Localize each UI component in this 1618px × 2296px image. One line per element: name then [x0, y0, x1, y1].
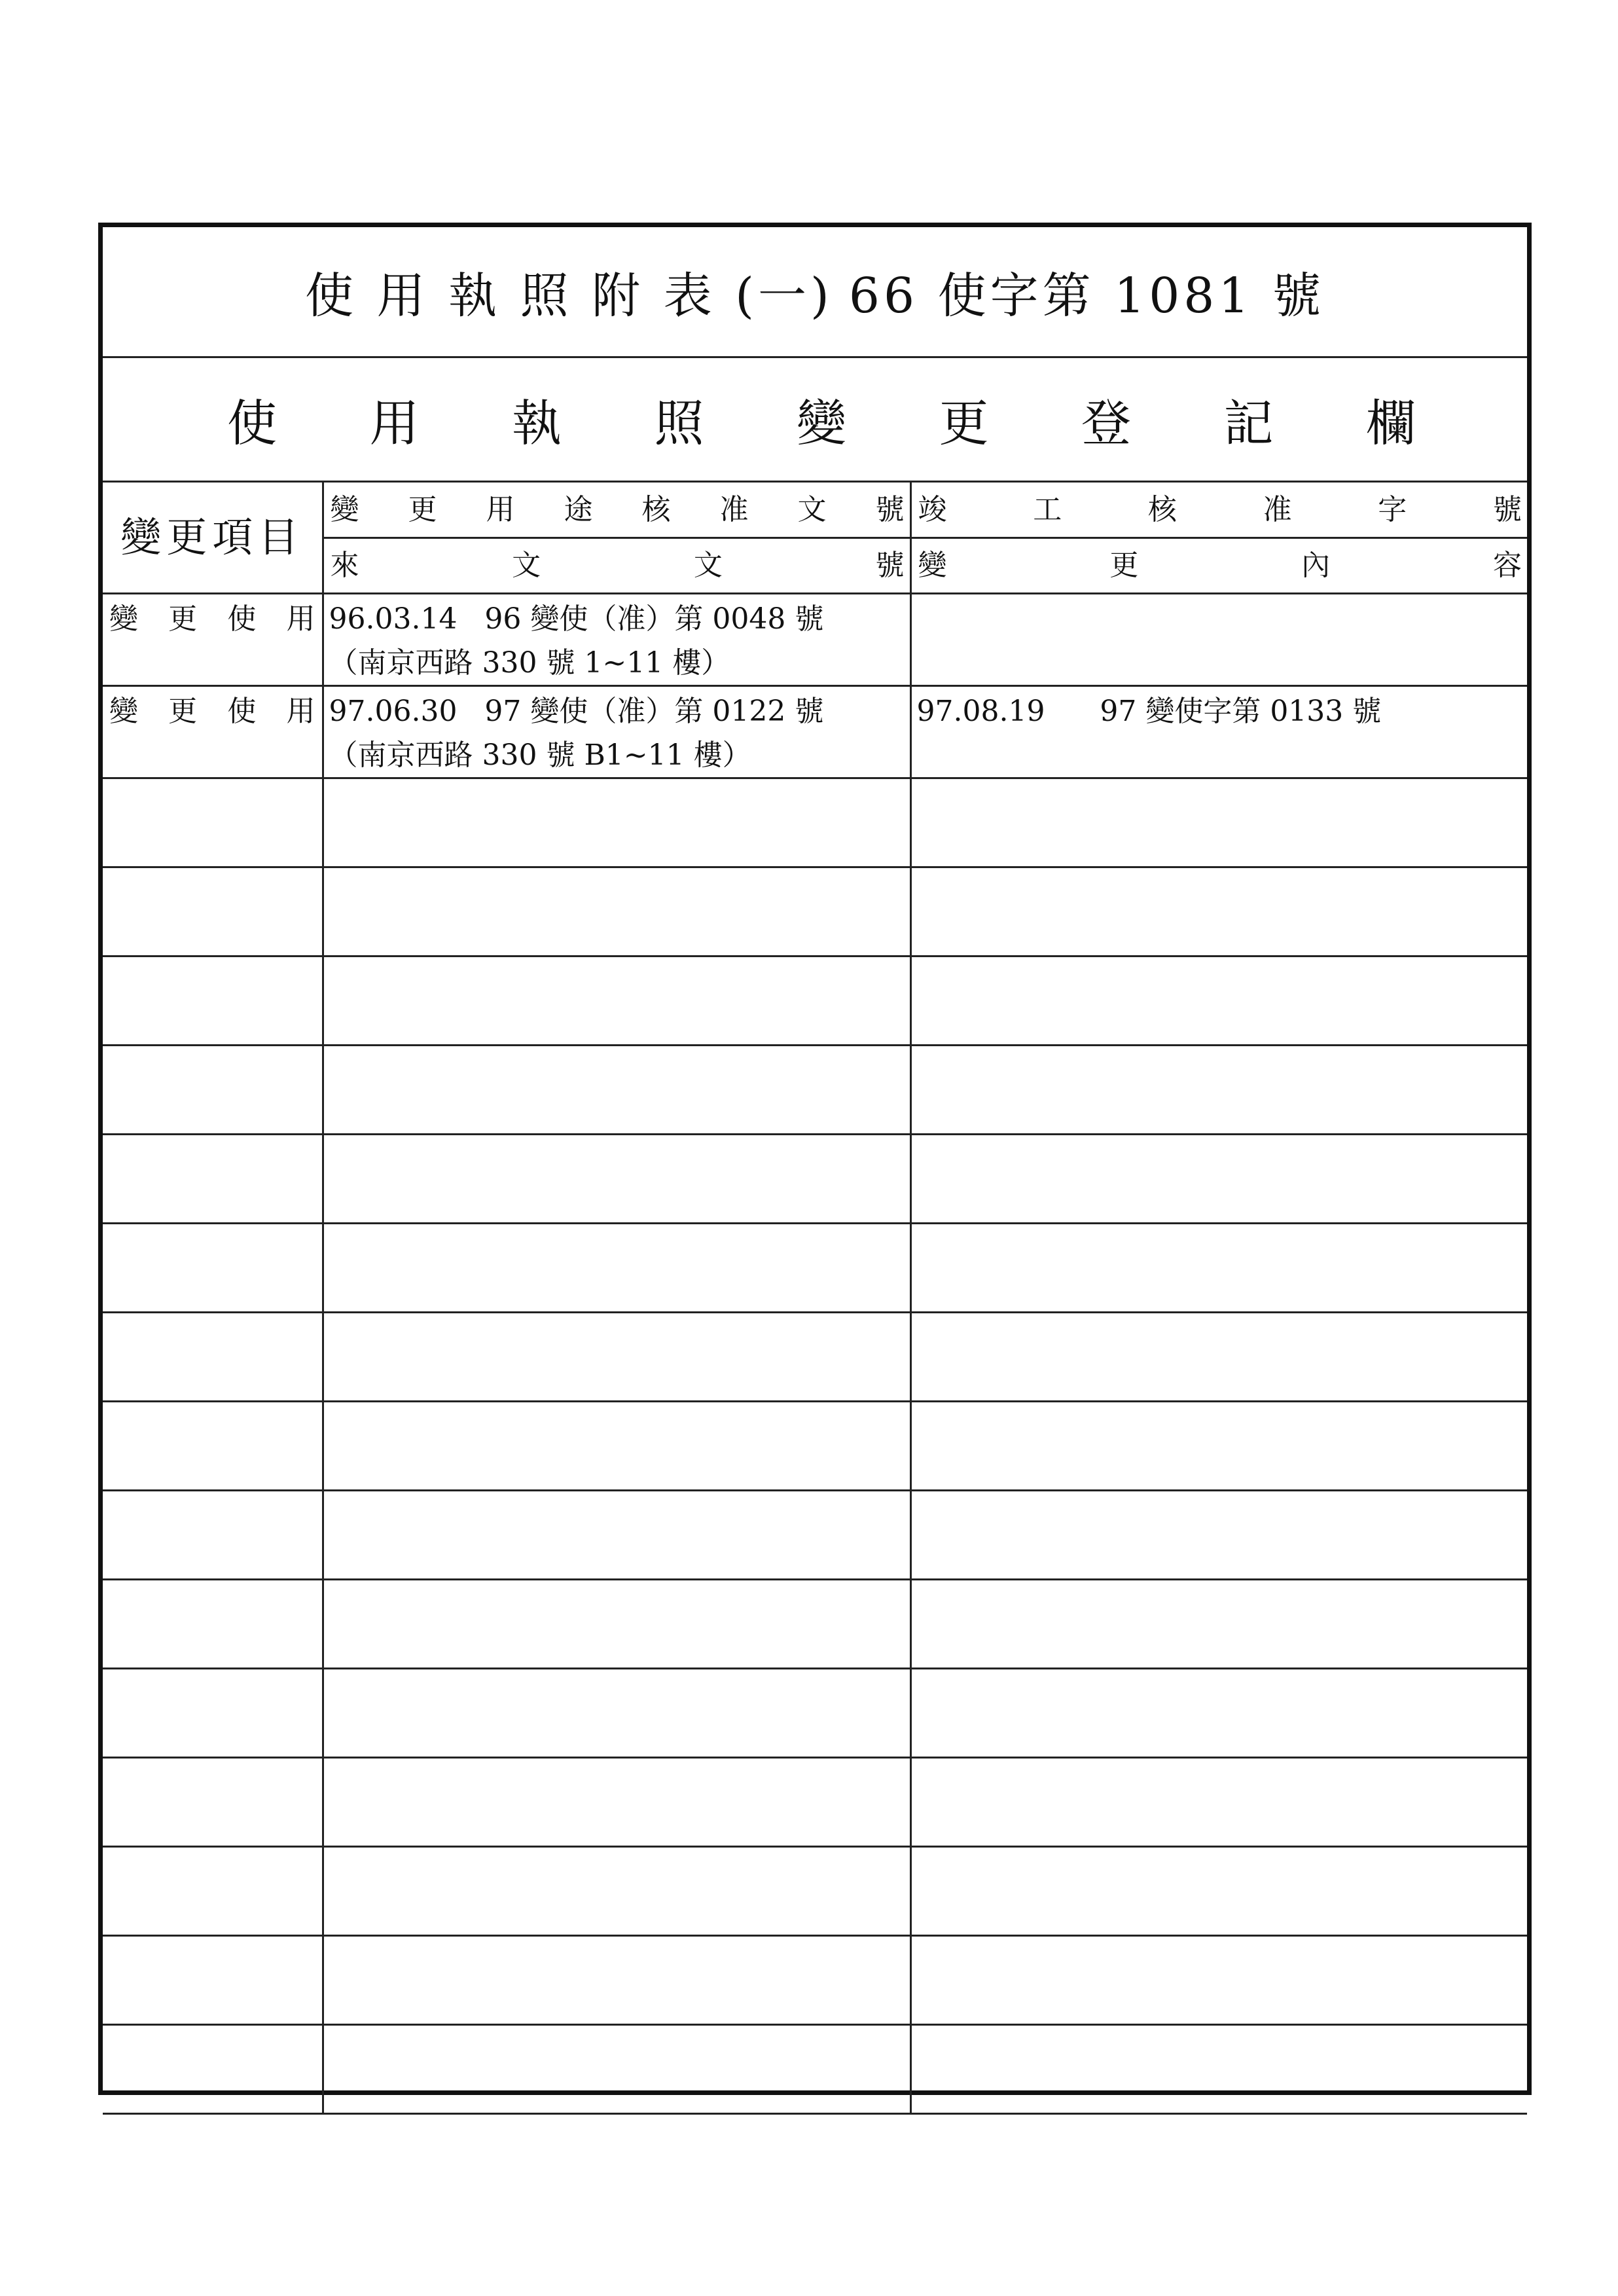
change-item-cell: [103, 1491, 323, 1580]
subtitle-char: 登: [1081, 394, 1131, 452]
header-char: 文: [512, 549, 541, 583]
form-title-label: 使 用 執 照 附 表 (一): [305, 267, 833, 324]
header-char: 號: [1492, 492, 1522, 526]
header-char: 號: [875, 492, 905, 526]
item-char: 更: [168, 695, 198, 728]
header-char: 更: [408, 492, 437, 526]
header-change-content: [910, 538, 1527, 594]
blank-table-row: [103, 957, 1527, 1046]
completion-cell: [910, 778, 1527, 867]
completion-cell: [910, 1046, 1527, 1135]
change-item-cell: [103, 594, 323, 686]
completion-cell: [910, 1758, 1527, 1847]
approval-doc-cell: [323, 1491, 910, 1580]
header-char: 工: [1033, 492, 1062, 526]
header-char: 更: [1109, 549, 1139, 583]
blank-table-row: [103, 1313, 1527, 1402]
item-char: 變: [109, 602, 138, 636]
item-char: 使: [227, 695, 257, 728]
blank-table-row: [103, 1847, 1527, 1936]
completion-cell: [910, 957, 1527, 1046]
form-subtitle: [103, 358, 1527, 483]
change-item-cell: [103, 957, 323, 1046]
blank-table-row: [103, 2025, 1527, 2114]
header-char: 容: [1492, 549, 1522, 583]
header-char: 文: [693, 549, 723, 583]
change-item-cell: [103, 1669, 323, 1758]
table-row: [103, 594, 1527, 686]
header-char: 核: [1147, 492, 1177, 526]
header-char: 用: [486, 492, 515, 526]
completion-cell: [910, 1669, 1527, 1758]
completion-cell: [910, 1224, 1527, 1313]
header-completion: [910, 483, 1527, 538]
subtitle-char: 欄: [1366, 394, 1416, 452]
header-incoming-doc: [323, 538, 910, 594]
license-number: 66 使字第 1081 號: [848, 267, 1325, 324]
change-item-cell: [103, 778, 323, 867]
change-item-cell: [103, 1936, 323, 2025]
approval-doc-line: 96.03.14 96 變使（准）第 0048 號: [329, 602, 824, 636]
header-char: 字: [1378, 492, 1407, 526]
approval-doc-cell: [323, 1847, 910, 1936]
approval-doc-address: （南京西路 330 號 1~11 樓）: [329, 646, 730, 680]
completion-line: 97.08.19 97 變使字第 0133 號: [916, 695, 1382, 728]
blank-table-row: [103, 1580, 1527, 1669]
blank-table-row: [103, 1936, 1527, 2025]
change-item-cell: [103, 1402, 323, 1491]
approval-doc-cell: [323, 1758, 910, 1847]
approval-doc-cell: [323, 1224, 910, 1313]
item-char: 更: [168, 602, 198, 636]
completion-cell: [910, 2025, 1527, 2114]
approval-doc-cell: [323, 1313, 910, 1402]
completion-cell: [910, 1402, 1527, 1491]
approval-doc-cell: [323, 957, 910, 1046]
completion-cell: [910, 1936, 1527, 2025]
header-char: 變: [918, 549, 947, 583]
change-item-cell: [103, 1580, 323, 1669]
subtitle-char: 使: [227, 394, 277, 452]
completion-cell: [910, 1313, 1527, 1402]
completion-cell: [910, 594, 1527, 686]
approval-doc-cell: [323, 594, 910, 686]
header-char: 號: [875, 549, 905, 583]
table-row: [103, 686, 1527, 778]
completion-cell: [910, 1847, 1527, 1936]
change-item-cell: [103, 1046, 323, 1135]
header-char: 准: [719, 492, 749, 526]
blank-table-row: [103, 778, 1527, 867]
subtitle-char: 照: [654, 394, 704, 452]
approval-doc-cell: [323, 686, 910, 778]
completion-line: [912, 594, 1528, 600]
subtitle-char: 用: [369, 394, 420, 452]
change-item-cell: [103, 867, 323, 957]
item-char: 變: [109, 695, 138, 728]
completion-cell: [910, 1491, 1527, 1580]
header-char: 文: [797, 492, 827, 526]
header-char: 核: [641, 492, 671, 526]
change-item-cell: [103, 1847, 323, 1936]
blank-table-row: [103, 1491, 1527, 1580]
approval-doc-cell: [323, 2025, 910, 2114]
completion-cell: [910, 867, 1527, 957]
blank-table-row: [103, 1758, 1527, 1847]
change-item-cell: [103, 2025, 323, 2114]
completion-cell: [910, 1135, 1527, 1224]
approval-doc-address: （南京西路 330 號 B1~11 樓）: [329, 738, 751, 773]
item-char: 用: [286, 602, 315, 636]
item-char: 使: [227, 602, 257, 636]
completion-cell: [910, 1580, 1527, 1669]
registration-table: [103, 483, 1527, 2115]
header-char: 內: [1301, 549, 1331, 583]
blank-table-row: [103, 1669, 1527, 1758]
header-char: 變: [330, 492, 359, 526]
change-item-cell: [103, 686, 323, 778]
blank-table-row: [103, 867, 1527, 957]
approval-doc-cell: [323, 778, 910, 867]
blank-table-row: [103, 1135, 1527, 1224]
change-item-cell: [103, 1758, 323, 1847]
header-approval-doc: [323, 483, 910, 538]
approval-doc-cell: [323, 867, 910, 957]
blank-table-row: [103, 1402, 1527, 1491]
approval-doc-cell: [323, 1669, 910, 1758]
change-item-cell: [103, 1224, 323, 1313]
header-char: 准: [1263, 492, 1292, 526]
change-item-cell: [103, 1135, 323, 1224]
change-registration-form: [98, 223, 1532, 2095]
header-item: 變更項目: [120, 513, 304, 562]
blank-table-row: [103, 1224, 1527, 1313]
subtitle-char: 執: [512, 394, 562, 452]
completion-cell: [910, 686, 1527, 778]
header-char: 途: [564, 492, 593, 526]
header-char: 竣: [918, 492, 947, 526]
change-item-cell: [103, 1313, 323, 1402]
subtitle-char: 記: [1223, 394, 1274, 452]
header-item-cell: [103, 483, 323, 594]
subtitle-char: 變: [797, 394, 846, 452]
approval-doc-cell: [323, 1046, 910, 1135]
approval-doc-cell: [323, 1402, 910, 1491]
approval-doc-line: 97.06.30 97 變使（准）第 0122 號: [329, 695, 824, 728]
blank-table-row: [103, 1046, 1527, 1135]
approval-doc-cell: [323, 1135, 910, 1224]
approval-doc-cell: [323, 1936, 910, 2025]
item-char: 用: [286, 695, 315, 728]
approval-doc-cell: [323, 1580, 910, 1669]
header-row: [103, 483, 1527, 538]
subtitle-char: 更: [939, 394, 989, 452]
header-char: 來: [330, 549, 359, 583]
form-title: [103, 227, 1527, 358]
